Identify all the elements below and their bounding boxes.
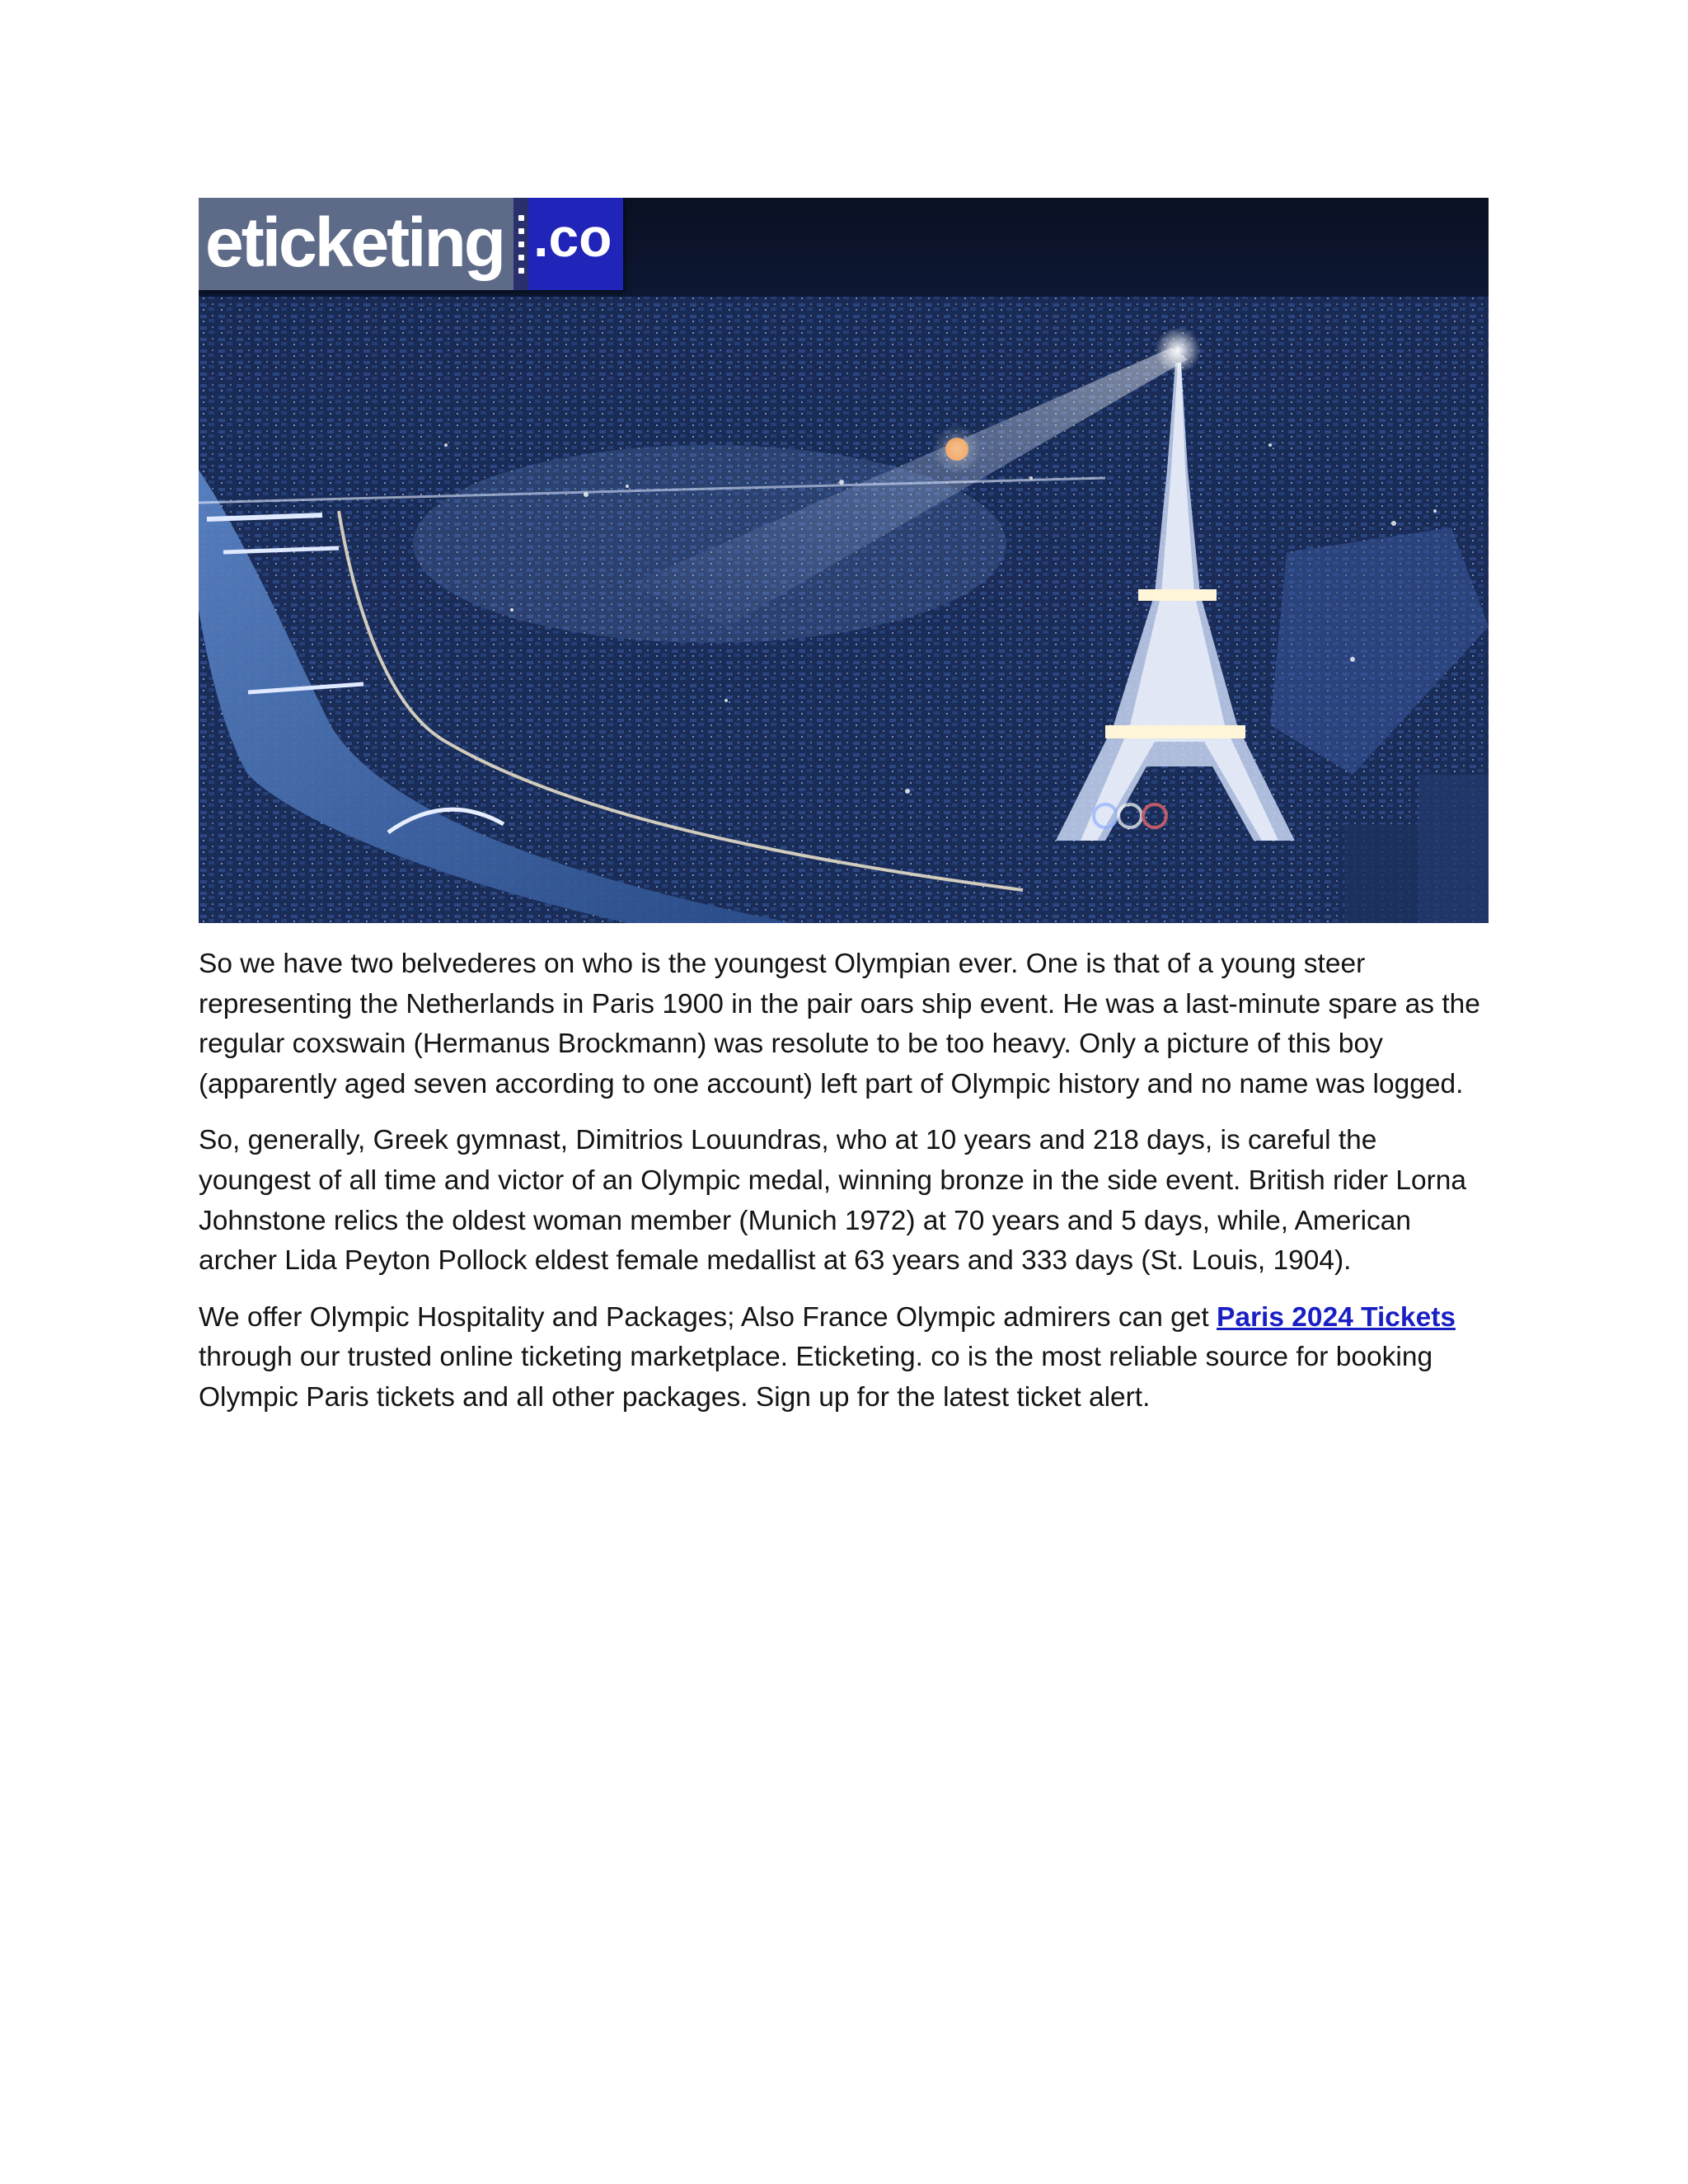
article-body xyxy=(199,944,1493,1435)
paragraph-records: So, generally, Greek gymnast, Dimitrios Louundras, who at 10 years and 218 days, is careful the youngest of all time and victor of an Olympic medal, winning bronze in the side event. British rider Lorna Johnstone relics the oldest woman member (Munich 1972) at 70 years and 5 days, while, American archer Lida Peyton Pollock eldest female medallist at 63 years and 333 days (St. Louis, 1904). xyxy=(199,1125,1467,1277)
logo-brand-text: eticketing xyxy=(199,198,513,290)
eticketing-logo xyxy=(199,198,623,290)
paris-2024-tickets-link[interactable]: Paris 2024 Tickets xyxy=(1217,1301,1456,1333)
paragraph-offer xyxy=(199,1298,1493,1418)
logo-tld-text: .co xyxy=(528,198,623,290)
paragraph-youngest-olympian: So we have two belvederes on who is the youngest Olympian ever. One is that of a young steer representing the Netherlands in Paris 1900 in the pair oars ship event. He was a last-minute spare as the regular coxswain (Hermanus Brockmann) was resolute to be too heavy. Only a picture of this boy (apparently aged seven according to one account) left part of Olympic history and no name was logged. xyxy=(199,949,1480,1099)
logo-dots xyxy=(513,198,528,290)
paris-night-illustration xyxy=(199,198,1489,923)
paragraph-offer-intro: We offer Olympic Hospitality and Packages; Also France Olympic admirers can get xyxy=(199,1301,1217,1333)
hero-image xyxy=(199,198,1489,923)
paragraph-offer-rest: through our trusted online ticketing marketplace. Eticketing. co is the most reliable source for booking Olympic Paris tickets and all other packages. Sign up for the latest ticket alert. xyxy=(199,1342,1433,1413)
